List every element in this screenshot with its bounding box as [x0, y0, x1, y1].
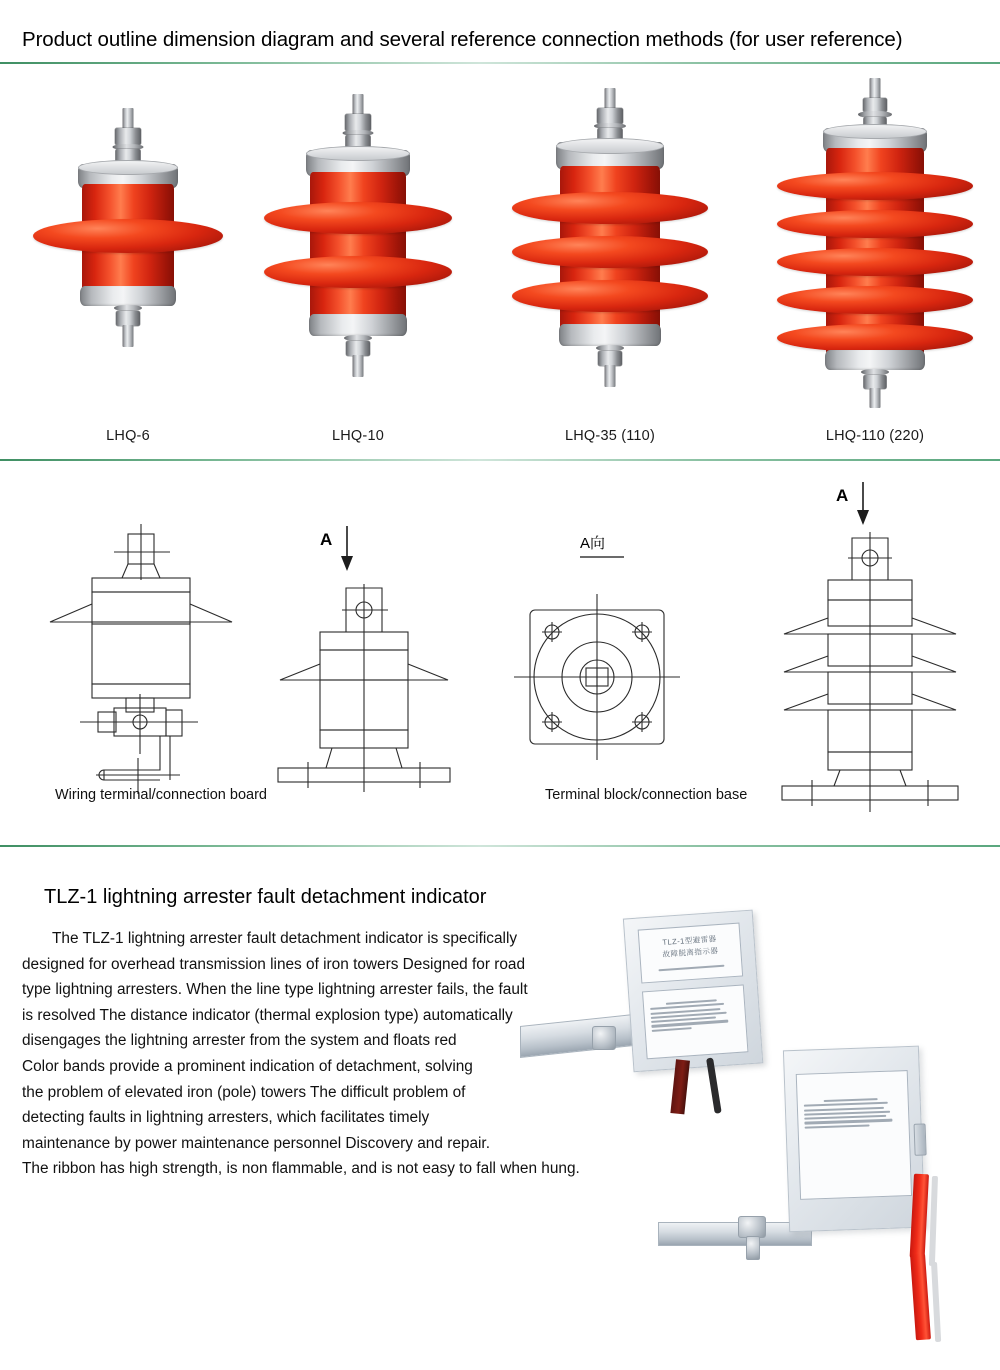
shed-fin — [264, 256, 452, 288]
arrester-image-lhq-110 — [755, 86, 995, 416]
tlz-title-plate — [638, 923, 744, 984]
section-divider-2 — [0, 459, 1000, 461]
product-label: LHQ-6 — [106, 428, 150, 444]
arrester-image-lhq-6 — [18, 86, 238, 386]
shed-fin — [777, 286, 973, 314]
drawing-wiring-terminal — [30, 522, 260, 812]
drawing-arrester-front-view — [270, 584, 460, 814]
product-label: LHQ-10 — [332, 428, 384, 444]
product-item-lhq-10 — [248, 86, 468, 446]
bracket-bolt — [592, 1026, 616, 1050]
bracket-bolt-shaft — [746, 1236, 760, 1260]
arrester-image-lhq-35 — [490, 86, 730, 406]
shed-fin — [512, 192, 708, 224]
tlz-line: type lightning arresters. When the line type lightning arrester fails, the fault — [22, 981, 528, 999]
tlz-instruction-plate — [796, 1070, 912, 1200]
page-title: Product outline dimension diagram and several reference connection methods (for user reference) — [22, 28, 903, 51]
product-label: LHQ-35 (110) — [565, 428, 655, 444]
tlz-line: The ribbon has high strength, is non flammable, and is not easy to fall when hung. — [22, 1160, 580, 1178]
view-marker-underline — [580, 556, 624, 558]
tlz-section — [0, 848, 1000, 1370]
drawing-arrester-multi-shed — [770, 530, 970, 815]
detachment-ribbon-red — [910, 1174, 929, 1259]
tlz-line: The TLZ-1 lightning arrester fault detachment indicator is specifically — [52, 930, 518, 947]
drawing-terminal-block-top-view — [512, 592, 682, 762]
tlz-device-label-line1: TLZ-1型避雷器 — [662, 934, 717, 947]
view-marker-a-direction — [580, 532, 624, 558]
detachment-ribbon-red-lower — [910, 1253, 931, 1340]
connection-wire-white — [929, 1176, 938, 1266]
shed-fin — [777, 172, 973, 200]
tlz-line: disengages the lightning arrester from the system and floats red — [22, 1032, 457, 1050]
product-photo-row — [0, 66, 1000, 446]
tlz-line: detecting faults in lightning arresters, which facilitates timely — [22, 1109, 430, 1127]
tlz-device-label-line2: 故障脱离指示器 — [662, 946, 719, 959]
connection-wire-white-lower — [931, 1262, 941, 1342]
view-marker-a-right: A — [836, 486, 849, 505]
shed-fin — [264, 202, 452, 234]
view-arrow-right — [852, 482, 874, 526]
tlz-heading: TLZ-1 lightning arrester fault detachment indicator — [44, 886, 487, 908]
plate-side-tab — [914, 1123, 927, 1155]
product-label: LHQ-110 (220) — [825, 428, 925, 444]
shed-fin — [512, 280, 708, 312]
bracket-bolt — [738, 1216, 766, 1238]
shed-fin — [777, 248, 973, 276]
section-divider-1 — [0, 62, 1000, 64]
view-arrow-left — [336, 526, 358, 572]
caption-terminal-block: Terminal block/connection base — [545, 787, 748, 803]
section-divider-3 — [0, 845, 1000, 847]
arrester-image-lhq-10 — [248, 86, 468, 396]
tlz-line: Color bands provide a prominent indication of detachment, solving — [22, 1057, 473, 1075]
tlz-line: is resolved The distance indicator (thermal explosion type) automatically — [22, 1006, 513, 1024]
tlz-line: designed for overhead transmission lines of iron towers Designed for road — [22, 955, 526, 973]
product-item-lhq-110 — [755, 86, 995, 446]
tlz-indicator-plate-box — [783, 1046, 923, 1231]
caption-wiring-terminal: Wiring terminal/connection board — [55, 787, 267, 803]
view-marker-a-direction-label: A向 — [580, 535, 606, 552]
view-marker-a-left: A — [320, 530, 333, 549]
shed-fin — [777, 324, 973, 352]
tlz-line: the problem of elevated iron (pole) towers The difficult problem of — [22, 1083, 466, 1101]
tlz-line: maintenance by power maintenance personnel Discovery and repair. — [22, 1134, 490, 1152]
product-item-lhq-35 — [490, 86, 730, 446]
shed-fin — [33, 219, 223, 253]
technical-drawings-area — [0, 462, 1000, 845]
shed-fin — [512, 236, 708, 268]
shed-fin — [777, 210, 973, 238]
tlz-device-photo-2 — [660, 1026, 990, 1326]
product-item-lhq-6 — [18, 86, 238, 446]
